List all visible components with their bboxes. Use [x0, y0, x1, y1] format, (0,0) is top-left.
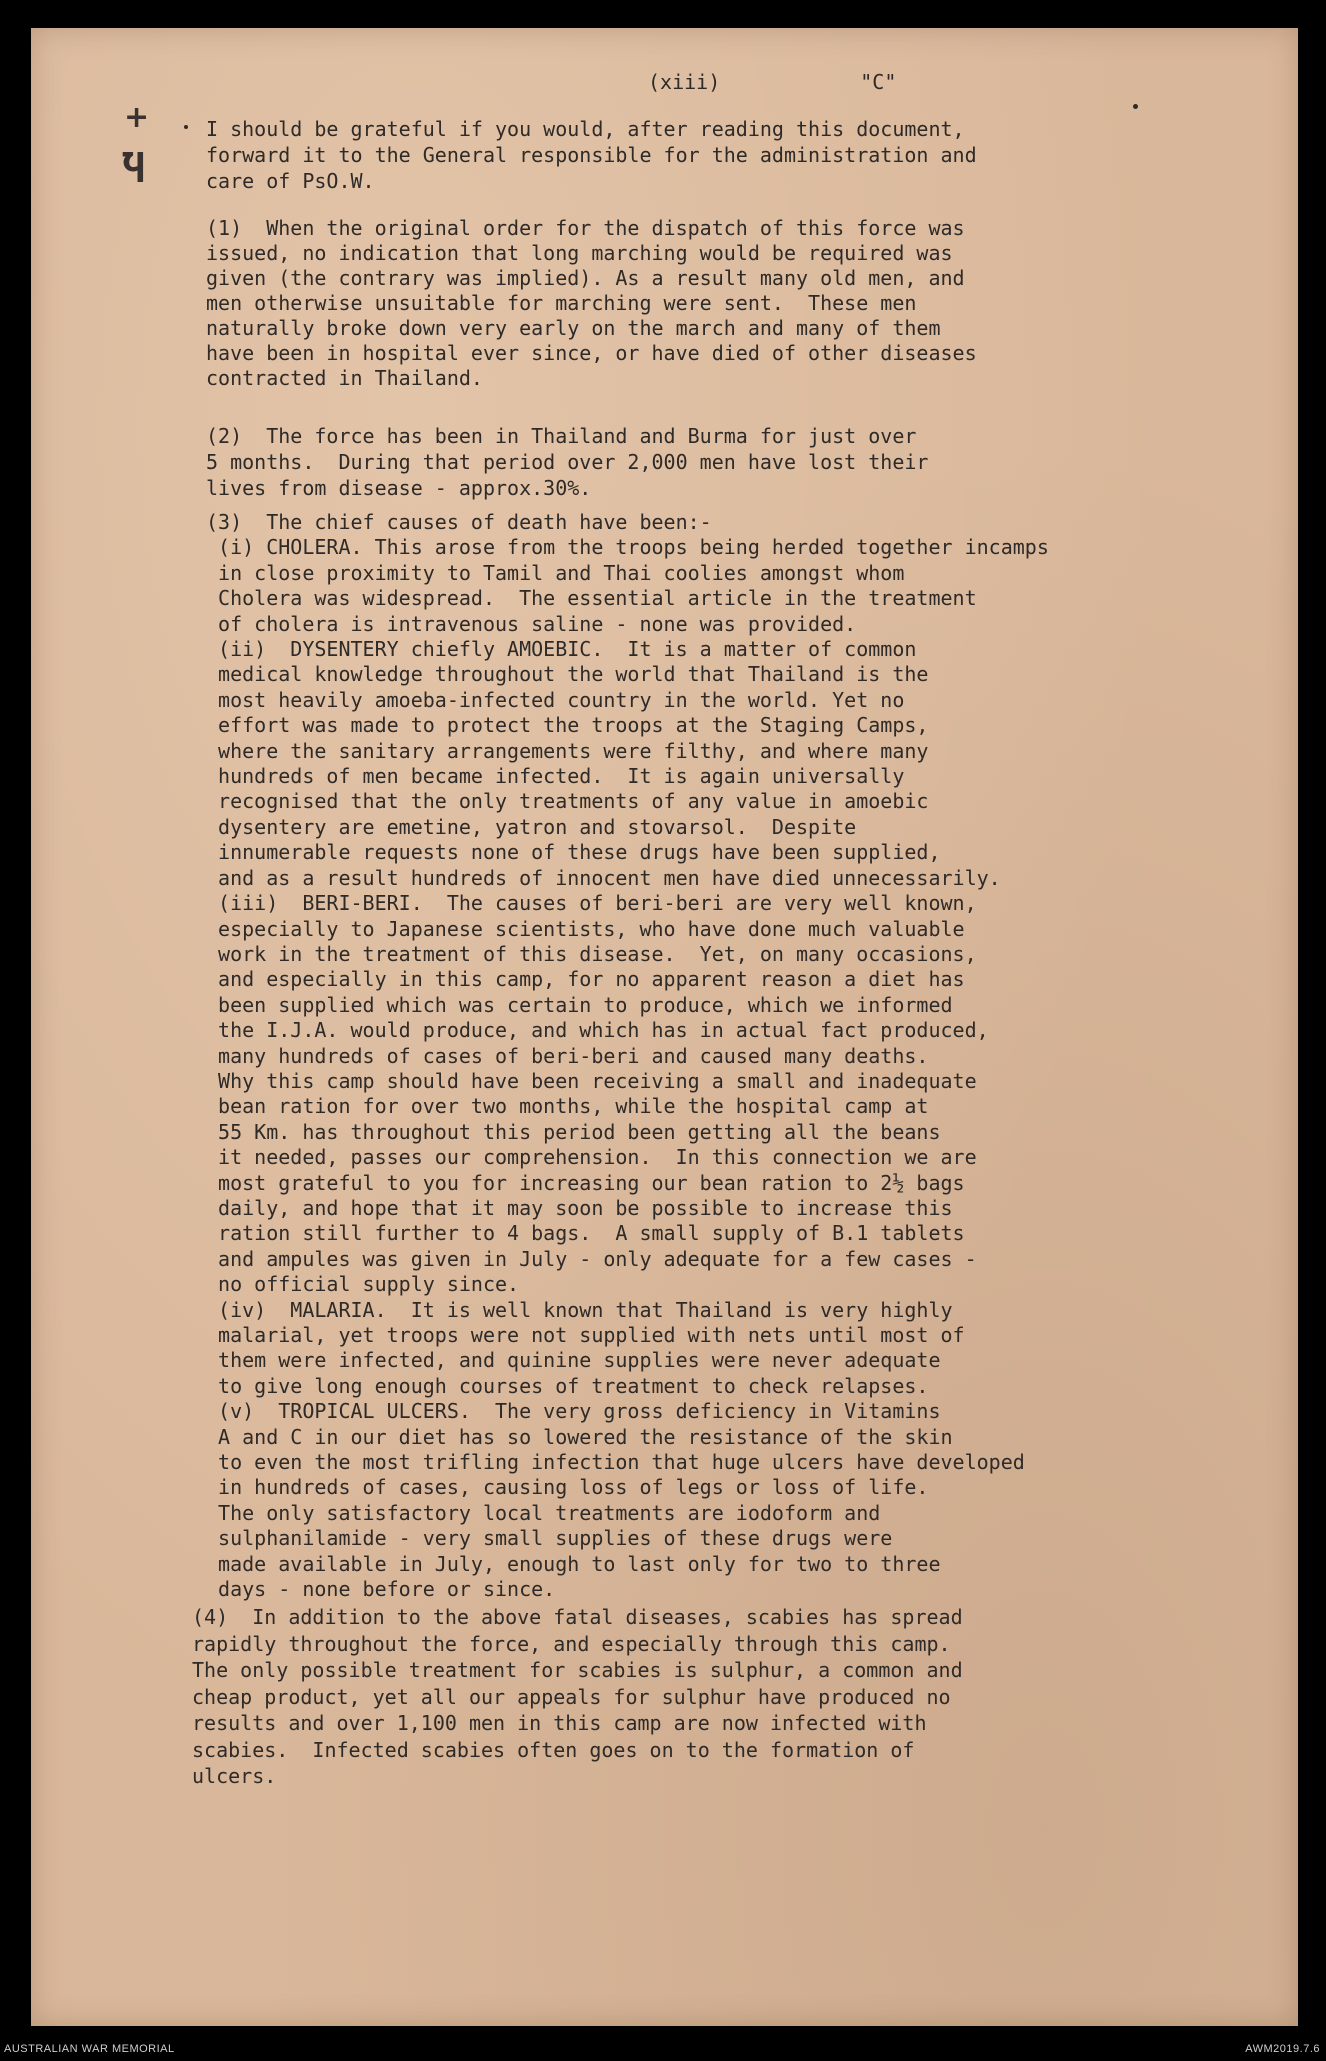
annex-letter: "C"	[860, 70, 897, 94]
archive-credit: AUSTRALIAN WAR MEMORIAL	[4, 2043, 175, 2055]
page-number: (xiii)	[648, 70, 721, 94]
paragraph-3-causes-of-death: (3) The chief causes of death have been:- (i) CHOLERA. This arose from the troops being herded together incamps in close proximity to Tamil and Thai coolies amongst whom Cholera was widespread. The essential article in the treatment of cholera is intravenous saline - none was provided. (ii) DYSENTERY chiefly AMOEBIC. It is a matter of common medical knowledge throughout the world that Thailand is the most heavily amoeba-infected country in the world. Yet no effort was made to protect the troops at the Staging Camps, where the sanitary arrangements were filthy, and where many hundreds of men became infected. It is again universally recognised that the only treatments of any value in amoebic dysentery are emetine, yatron and stovarsol. Despite innumerable requests none of these drugs have been supplied, and as a result hundreds of innocent men have died unnecessarily. (iii) BERI-BERI. The causes of beri-beri are very well known, especially to Japanese scientists, who have done much valuable work in the treatment of this disease. Yet, on many occasions, and especially in this camp, for no apparent reason a diet has been supplied which was certain to produce, which we informed the I.J.A. would produce, and which has in actual fact produced, many hundreds of cases of beri-beri and caused many deaths. Why this camp should have been receiving a small and inadequate bean ration for over two months, while the hospital camp at 55 Km. has throughout this period been getting all the beans it needed, passes our comprehension. In this connection we are most grateful to you for increasing our bean ration to 2½ bags daily, and hope that it may soon be possible to increase this ration still further to 4 bags. A small supply of B.1 tablets and ampules was given in July - only adequate for a few cases - no official supply since. (iv) MALARIA. It is well known that Thailand is very highly malarial, yet troops were not supplied with nets until most of them were infected, and quinine supplies were never adequate to give long enough courses of treatment to check relapses. (v) TROPICAL ULCERS. The very gross deficiency in Vitamins A and C in our diet has so lowered the resistance of the skin to even the most trifling infection that huge ulcers have developed in hundreds of cases, causing loss of legs or loss of life. The only satisfactory local treatments are iodoform and sulphanilamide - very small supplies of these drugs were made available in July, enough to last only for two to three days - none before or since.	[206, 510, 1049, 1602]
bullet-dot	[184, 125, 188, 129]
hand-margin-mark-icon: Ⴏ	[122, 150, 145, 191]
plus-margin-mark-icon: +	[124, 100, 150, 135]
paragraph-1-marching: (1) When the original order for the dispatch of this force was issued, no indication that long marching would be required was given (the contrary was implied). As a result many old men, and men otherwise unsuitable for marching were sent. These men naturally broke down very early on the march and many of them have been in hospital ever since, or have died of other diseases contracted in Thailand.	[206, 216, 977, 390]
paragraph-2-losses: (2) The force has been in Thailand and Burma for just over 5 months. During that period over 2,000 men have lost their lives from disease - approx.30%.	[206, 424, 929, 500]
page-header	[648, 70, 1036, 94]
ink-dot	[1133, 104, 1138, 109]
paragraph-4-scabies: (4) In addition to the above fatal diseases, scabies has spread rapidly throughout the force, and especially through this camp. The only possible treatment for scabies is sulphur, a common and cheap product, yet all our appeals for sulphur have produced no results and over 1,100 men in this camp are now infected with scabies. Infected scabies often goes on to the formation of ulcers.	[192, 1605, 963, 1788]
intro-paragraph: I should be grateful if you would, after reading this document, forward it to the General responsible for the administration and care of PsO.W.	[206, 117, 977, 193]
archive-reference: AWM2019.7.6	[1245, 2043, 1320, 2055]
